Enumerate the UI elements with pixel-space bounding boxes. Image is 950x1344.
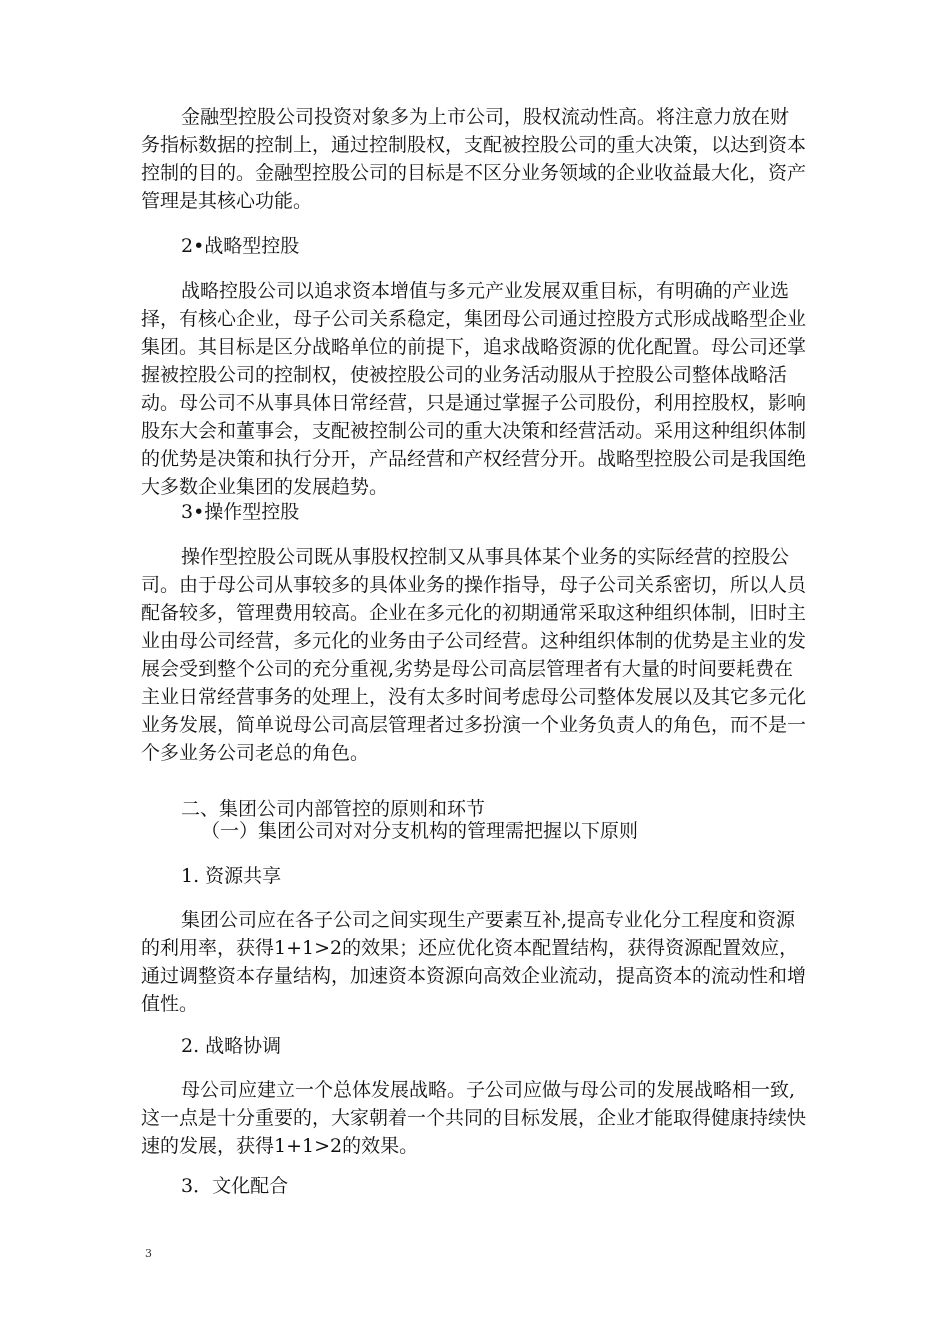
- page-number: 3: [145, 1247, 152, 1260]
- paragraph-financial-holding: 金融型控股公司投资对象多为上市公司，股权流动性高。将注意力放在财务指标数据的控制上，通过控制股权，支配被控股公司的重大决策，以达到资本控制的目的。金融型控股公司的目标是不区分业务领域的企业收益最大化，资产管理是其核心功能。: [141, 106, 807, 212]
- paragraph-strategic-holding: 战略控股公司以追求资本增值与多元产业发展双重目标，有明确的产业选择，有核心企业，母子公司关系稳定，集团母公司通过控股方式形成战略型企业集团。其目标是区分战略单位的前提下，追求战略资源的优化配置。母公司还掌握被控股公司的控制权，使被控股公司的业务活动服从于控股公司整体战略活动。母公司不从事具体日常经营，只是通过掌握子公司股份，利用控股权，影响股东大会和董事会，支配被控制公司的重大决策和经营活动。采用这种组织体制的优势是决策和执行分开，产品经营和产权经营分开。战略型控股公司是我国绝大多数企业集团的发展趋势。: [141, 280, 807, 498]
- paragraph-strategic-coordination: 母公司应建立一个总体发展战略。子公司应做与母公司的发展战略相一致,这一点是十分重要的，大家朝着一个共同的目标发展，企业才能取得健康持续快速的发展，获得1+1>2的效果。: [141, 1079, 807, 1157]
- heading-strategic-holding: 2•战略型控股: [181, 235, 300, 257]
- paragraph-operational-holding: 操作型控股公司既从事股权控制又从事具体某个业务的实际经营的控股公司。由于母公司从事较多的具体业务的操作指导，母子公司关系密切，所以人员配备较多，管理费用较高。企业在多元化的初期通常采取这种组织体制，旧时主业由母公司经营，多元化的业务由子公司经营。这种组织体制的优势是主业的发展会受到整个公司的充分重视,劣势是母公司高层管理者有大量的时间要耗费在主业日常经营事务的处理上，没有太多时间考虑母公司整体发展以及其它多元化业务发展，简单说母公司高层管理者过多扮演一个业务负责人的角色，而不是一个多业务公司老总的角色。: [141, 546, 807, 764]
- heading-cultural-alignment: 3．文化配合: [181, 1175, 289, 1197]
- heading-operational-holding: 3•操作型控股: [181, 501, 300, 523]
- heading-strategic-coordination: 2. 战略协调: [181, 1035, 282, 1057]
- paragraph-resource-sharing: 集团公司应在各子公司之间实现生产要素互补,提高专业化分工程度和资源的利用率，获得1+1>2的效果；还应优化资本配置结构，获得资源配置效应，通过调整资本存量结构，加速资本资源向高效企业流动，提高资本的流动性和增值性。: [141, 909, 807, 1015]
- section-heading-principles: 二、集团公司内部管控的原则和环节: [181, 798, 486, 820]
- heading-resource-sharing: 1. 资源共享: [181, 865, 282, 887]
- subsection-heading-principles: （一）集团公司对对分支机构的管理需把握以下原则: [201, 820, 639, 842]
